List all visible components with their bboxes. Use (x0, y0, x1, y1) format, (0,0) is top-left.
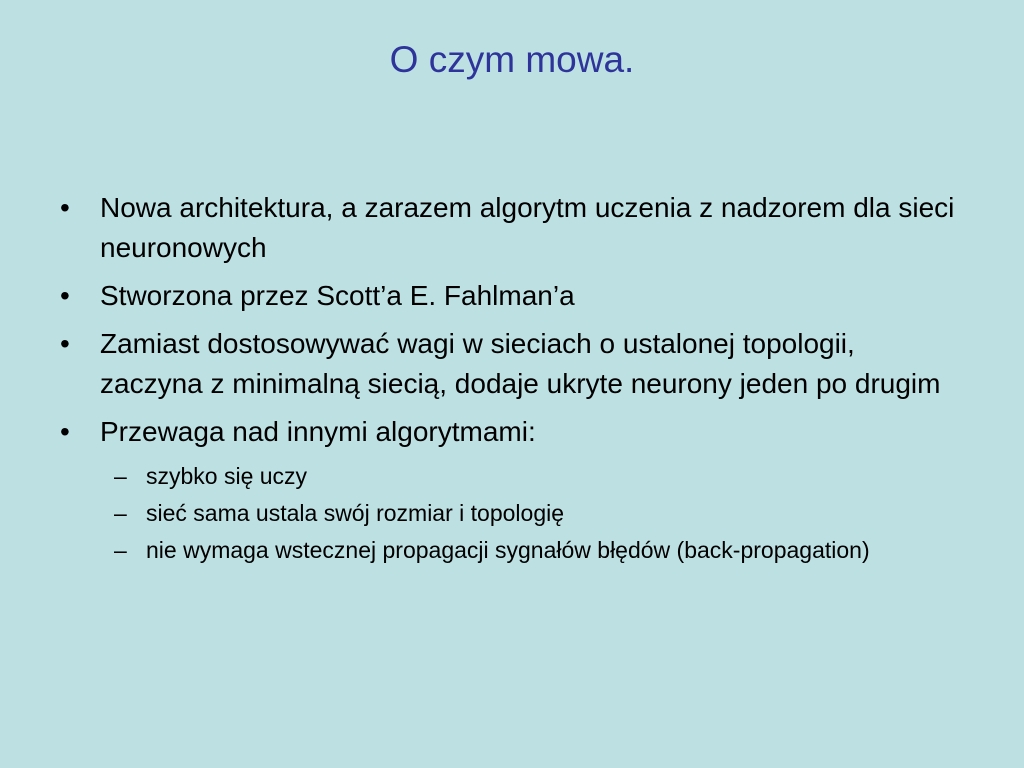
sub-bullet-item (60, 497, 960, 529)
sub-bullet-item (60, 460, 960, 492)
bullet-item (60, 276, 960, 316)
slide-title: O czym mowa. (389, 39, 635, 80)
sub-bullet-text: nie wymaga wstecznej propagacji sygnałów błędów (back-propagation) (146, 537, 870, 563)
bullet-text: Przewaga nad innymi algorytmami: (100, 416, 536, 447)
bullet-text: Nowa architektura, a zarazem algorytm uczenia z nadzorem dla sieci neuronowych (100, 192, 955, 263)
sub-bullet-text: szybko się uczy (146, 463, 308, 489)
bullet-marker: • (60, 416, 70, 447)
sub-bullet-marker: – (114, 500, 127, 526)
bullet-item (60, 188, 960, 268)
sub-bullet-marker: – (114, 463, 127, 489)
bullet-item (60, 324, 960, 404)
bullet-marker: • (60, 328, 70, 359)
bullet-text: Stworzona przez Scott’a E. Fahlman’a (100, 280, 575, 311)
bullet-marker: • (60, 192, 70, 223)
bullet-text: Zamiast dostosowywać wagi w sieciach o ustalonej topologii, zaczyna z minimalną siecią, dodaje ukryte neurony jeden po drugim (100, 328, 941, 399)
bullet-marker: • (60, 280, 70, 311)
sub-bullet-marker: – (114, 537, 127, 563)
bullet-list (60, 188, 960, 571)
sub-bullet-item (60, 534, 960, 566)
sub-bullet-text: sieć sama ustala swój rozmiar i topologię (146, 500, 565, 526)
bullet-item (60, 412, 960, 452)
